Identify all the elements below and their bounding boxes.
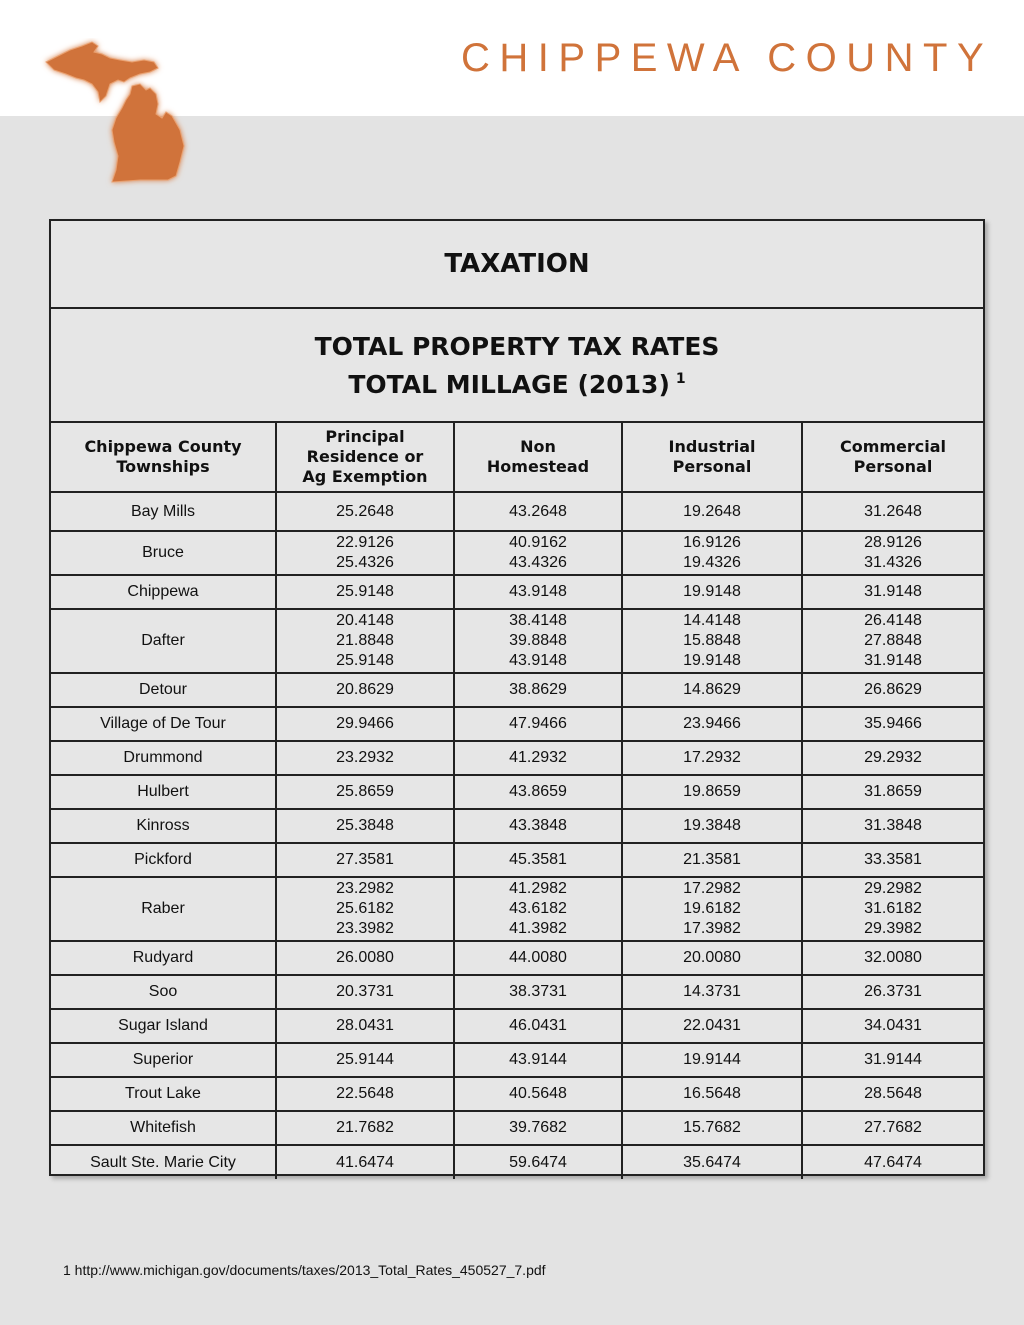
commercial-rate: 33.3581 (802, 843, 983, 877)
industrial-rate: 21.3581 (622, 843, 802, 877)
principal-rate: 21.7682 (276, 1111, 454, 1145)
tax-rates-table (51, 423, 983, 1179)
commercial-rate: 28.5648 (802, 1077, 983, 1111)
non-homestead-rate: 44.0080 (454, 941, 622, 975)
footnote-mark: 1 (675, 370, 686, 387)
principal-rate: 27.3581 (276, 843, 454, 877)
principal-rate: 41.6474 (276, 1145, 454, 1179)
commercial-rate: 26.8629 (802, 673, 983, 707)
industrial-rate: 20.0080 (622, 941, 802, 975)
township-name: Sault Ste. Marie City (51, 1145, 276, 1179)
subtitle-line-1: TOTAL PROPERTY TAX RATES (314, 331, 720, 361)
township-name: Raber (51, 877, 276, 941)
industrial-rate: 14.4148 15.8848 19.9148 (622, 609, 802, 673)
column-header-non-homestead: Non Homestead (454, 423, 622, 492)
column-header-principal: Principal Residence or Ag Exemption (276, 423, 454, 492)
principal-rate: 29.9466 (276, 707, 454, 741)
principal-rate: 25.3848 (276, 809, 454, 843)
column-header-townships: Chippewa County Townships (51, 423, 276, 492)
principal-rate: 23.2932 (276, 741, 454, 775)
footnote: 1 http://www.michigan.gov/documents/taxes/2013_Total_Rates_450527_7.pdf (63, 1262, 546, 1278)
non-homestead-rate: 43.9144 (454, 1043, 622, 1077)
industrial-rate: 14.8629 (622, 673, 802, 707)
commercial-rate: 29.2932 (802, 741, 983, 775)
commercial-rate: 26.3731 (802, 975, 983, 1009)
non-homestead-rate: 59.6474 (454, 1145, 622, 1179)
industrial-rate: 15.7682 (622, 1111, 802, 1145)
table-row (51, 707, 983, 741)
table-row (51, 609, 983, 673)
commercial-rate: 32.0080 (802, 941, 983, 975)
table-row (51, 843, 983, 877)
commercial-rate: 28.9126 31.4326 (802, 531, 983, 575)
industrial-rate: 19.8659 (622, 775, 802, 809)
commercial-rate: 35.9466 (802, 707, 983, 741)
non-homestead-rate: 41.2982 43.6182 41.3982 (454, 877, 622, 941)
non-homestead-rate: 39.7682 (454, 1111, 622, 1145)
table-row (51, 575, 983, 609)
principal-rate: 26.0080 (276, 941, 454, 975)
township-name: Kinross (51, 809, 276, 843)
industrial-rate: 16.9126 19.4326 (622, 531, 802, 575)
commercial-rate: 31.2648 (802, 492, 983, 531)
table-row (51, 1077, 983, 1111)
township-name: Rudyard (51, 941, 276, 975)
commercial-rate: 31.9144 (802, 1043, 983, 1077)
non-homestead-rate: 47.9466 (454, 707, 622, 741)
industrial-rate: 17.2982 19.6182 17.3982 (622, 877, 802, 941)
principal-rate: 22.9126 25.4326 (276, 531, 454, 575)
township-name: Superior (51, 1043, 276, 1077)
table-header-row (51, 423, 983, 492)
commercial-rate: 31.9148 (802, 575, 983, 609)
commercial-rate: 26.4148 27.8848 31.9148 (802, 609, 983, 673)
industrial-rate: 35.6474 (622, 1145, 802, 1179)
township-name: Drummond (51, 741, 276, 775)
subtitle-line-2-text: TOTAL MILLAGE (2013) (348, 369, 670, 399)
non-homestead-rate: 43.3848 (454, 809, 622, 843)
table-row (51, 1043, 983, 1077)
principal-rate: 25.9148 (276, 575, 454, 609)
industrial-rate: 16.5648 (622, 1077, 802, 1111)
taxation-table-panel (49, 219, 985, 1176)
township-name: Hulbert (51, 775, 276, 809)
non-homestead-rate: 43.2648 (454, 492, 622, 531)
township-name: Village of De Tour (51, 707, 276, 741)
principal-rate: 25.8659 (276, 775, 454, 809)
table-row (51, 941, 983, 975)
township-name: Soo (51, 975, 276, 1009)
non-homestead-rate: 43.9148 (454, 575, 622, 609)
column-header-commercial: Commercial Personal (802, 423, 983, 492)
commercial-rate: 31.8659 (802, 775, 983, 809)
principal-rate: 20.8629 (276, 673, 454, 707)
non-homestead-rate: 38.3731 (454, 975, 622, 1009)
principal-rate: 23.2982 25.6182 23.3982 (276, 877, 454, 941)
michigan-map-icon (40, 38, 192, 188)
non-homestead-rate: 38.8629 (454, 673, 622, 707)
non-homestead-rate: 40.5648 (454, 1077, 622, 1111)
non-homestead-rate: 38.4148 39.8848 43.9148 (454, 609, 622, 673)
table-row (51, 1145, 983, 1179)
township-name: Bruce (51, 531, 276, 575)
table-row (51, 775, 983, 809)
township-name: Bay Mills (51, 492, 276, 531)
table-row (51, 809, 983, 843)
table-row (51, 741, 983, 775)
industrial-rate: 22.0431 (622, 1009, 802, 1043)
principal-rate: 20.4148 21.8848 25.9148 (276, 609, 454, 673)
township-name: Detour (51, 673, 276, 707)
table-row (51, 492, 983, 531)
non-homestead-rate: 43.8659 (454, 775, 622, 809)
industrial-rate: 17.2932 (622, 741, 802, 775)
non-homestead-rate: 45.3581 (454, 843, 622, 877)
principal-rate: 25.2648 (276, 492, 454, 531)
county-title: CHIPPEWA COUNTY (461, 36, 994, 80)
subtitle-line-2 (348, 363, 685, 401)
commercial-rate: 27.7682 (802, 1111, 983, 1145)
commercial-rate: 47.6474 (802, 1145, 983, 1179)
table-row (51, 1111, 983, 1145)
township-name: Dafter (51, 609, 276, 673)
table-row (51, 975, 983, 1009)
commercial-rate: 31.3848 (802, 809, 983, 843)
industrial-rate: 19.9144 (622, 1043, 802, 1077)
column-header-industrial: Industrial Personal (622, 423, 802, 492)
table-row (51, 531, 983, 575)
non-homestead-rate: 41.2932 (454, 741, 622, 775)
table-row (51, 877, 983, 941)
table-subtitle (51, 309, 983, 423)
industrial-rate: 14.3731 (622, 975, 802, 1009)
table-row (51, 1009, 983, 1043)
non-homestead-rate: 46.0431 (454, 1009, 622, 1043)
industrial-rate: 19.3848 (622, 809, 802, 843)
township-name: Whitefish (51, 1111, 276, 1145)
commercial-rate: 34.0431 (802, 1009, 983, 1043)
commercial-rate: 29.2982 31.6182 29.3982 (802, 877, 983, 941)
principal-rate: 25.9144 (276, 1043, 454, 1077)
township-name: Sugar Island (51, 1009, 276, 1043)
principal-rate: 28.0431 (276, 1009, 454, 1043)
table-title: TAXATION (51, 221, 983, 309)
township-name: Pickford (51, 843, 276, 877)
industrial-rate: 23.9466 (622, 707, 802, 741)
industrial-rate: 19.9148 (622, 575, 802, 609)
table-row (51, 673, 983, 707)
township-name: Chippewa (51, 575, 276, 609)
township-name: Trout Lake (51, 1077, 276, 1111)
non-homestead-rate: 40.9162 43.4326 (454, 531, 622, 575)
principal-rate: 22.5648 (276, 1077, 454, 1111)
principal-rate: 20.3731 (276, 975, 454, 1009)
industrial-rate: 19.2648 (622, 492, 802, 531)
